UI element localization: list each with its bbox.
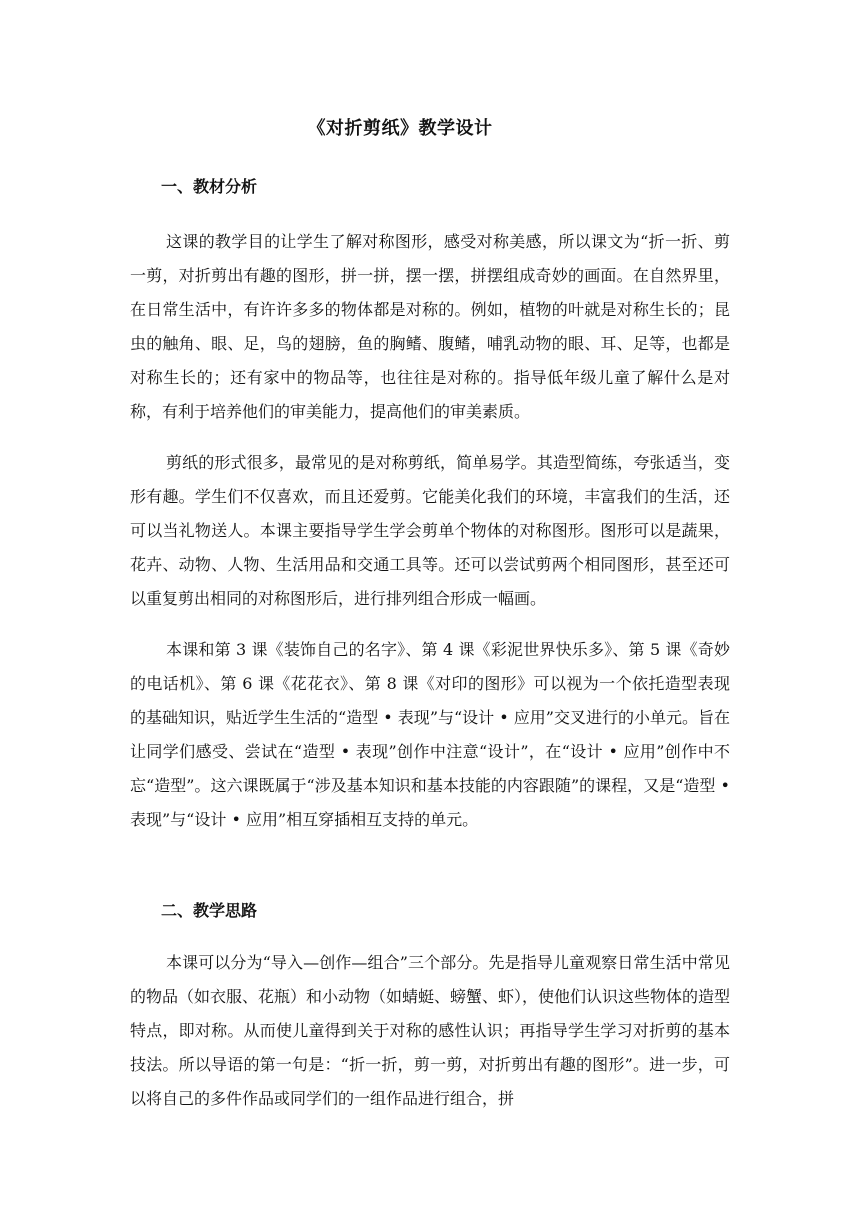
document-title: 《对折剪纸》教学设计 (307, 118, 493, 139)
paragraph-lesson-structure: 本课可以分为“导入—创作—组合”三个部分。先是指导儿童观察日常生活中常见的物品（如衣服、花瓶）和小动物（如蜻蜓、螃蟹、虾），使他们认识这些物体的造型特点，即对称。从而使儿童得到关于对称的感性认识；再指导学生学习对折剪的基本技法。所以导语的第一句是：“折一折，剪一剪，对折剪出有趣的图形”。进一步，可以将自己的多件作品或同学们的一组作品进行组合，拼 (130, 953, 731, 1108)
section-heading-teaching-approach: 二、教学思路 (161, 901, 258, 920)
section-heading-material-analysis: 一、教材分析 (161, 177, 258, 196)
paragraph-paper-cutting-forms: 剪纸的形式很多，最常见的是对称剪纸，简单易学。其造型简练，夸张适当，变形有趣。学生们不仅喜欢，而且还爱剪。它能美化我们的环境，丰富我们的生活，还可以当礼物送人。本课主要指导学生学会剪单个物体的对称图形。图形可以是蔬果，花卉、动物、人物、生活用品和交通工具等。还可以尝试剪两个相同图形，甚至还可以重复剪出相同的对称图形后，进行排列组合形成一幅画。 (130, 453, 730, 608)
paragraph-unit-relation: 本课和第 3 课《装饰自己的名字》、第 4 课《彩泥世界快乐多》、第 5 课《奇妙的电话机》、第 6 课《花花衣》、第 8 课《对印的图形》可以视为一个依托造型表现的基础知识，贴近学生生活的“造型 • 表现”与“设计 • 应用”交叉进行的小单元。旨在让同学们感受、尝试在“造型 • 表现”创作中注意“设计”，在“设计 • 应用”创作中不忘“造型”。这六课既属于“涉及基本知识和基本技能的内容跟随”的课程，又是“造型 • 表现”与“设计 • 应用”相互穿插相互支持的单元。 (130, 640, 730, 829)
paragraph-symmetry-purpose: 这课的教学目的让学生了解对称图形，感受对称美感，所以课文为“折一折、剪一剪，对折剪出有趣的图形，拼一拼，摆一摆，拼摆组成奇妙的画面。在自然界里，在日常生活中，有许许多多的物体都是对称的。例如，植物的叶就是对称生长的；昆虫的触角、眼、足，鸟的翅膀，鱼的胸鳍、腹鳍，哺乳动物的眼、耳、足等，也都是对称生长的；还有家中的物品等，也往往是对称的。指导低年级儿童了解什么是对称，有利于培养他们的审美能力，提高他们的审美素质。 (130, 232, 730, 421)
